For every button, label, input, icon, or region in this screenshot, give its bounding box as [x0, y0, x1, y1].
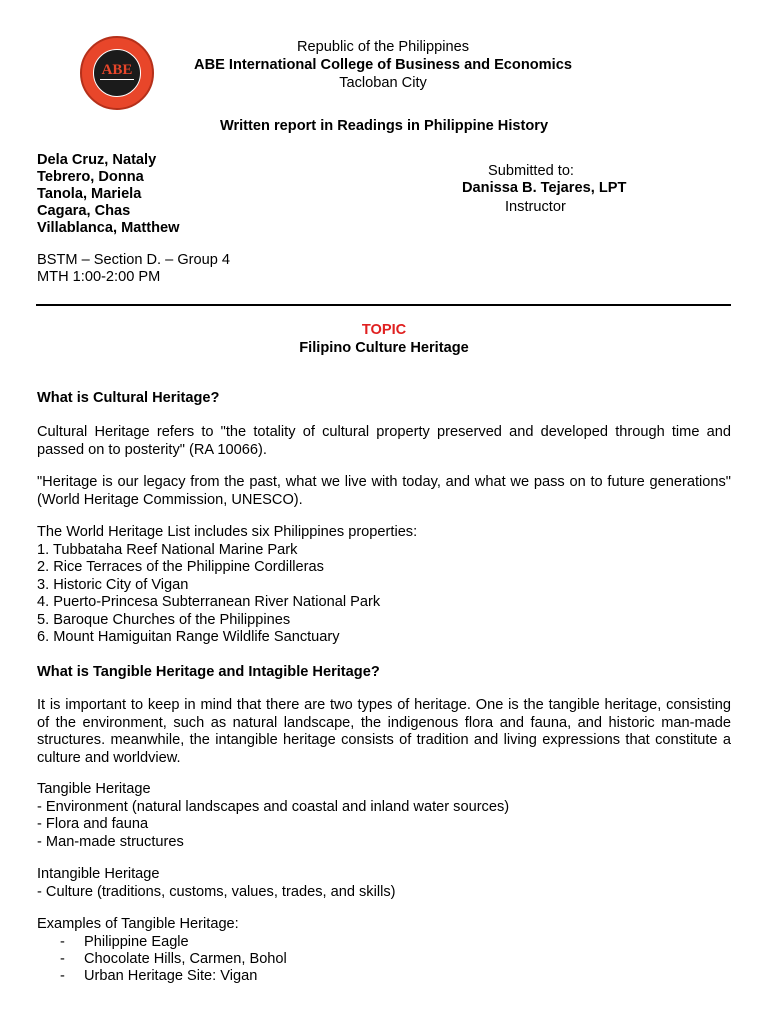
list-item: 1. Tubbataha Reef National Marine Park: [37, 541, 298, 558]
header-divider: [36, 304, 731, 306]
topic-title: Filipino Culture Heritage: [299, 340, 469, 356]
list-item: 4. Puerto-Princesa Subterranean River National Park: [37, 594, 381, 610]
logo-mark: ABE: [101, 62, 133, 78]
tangible-section: [37, 781, 731, 851]
list-item: 5. Baroque Churches of the Philippines: [37, 611, 291, 628]
list-item: 6. Mount Hamiguitan Range Wildlife Sanctuary: [37, 629, 340, 645]
author-name: Cagara, Chas: [37, 203, 131, 219]
tangible-title: Tangible Heritage: [37, 781, 151, 797]
schedule-line: MTH 1:00-2:00 PM: [37, 269, 161, 285]
paragraph-2: "Heritage is our legacy from the past, what we live with today, and what we pass on to future generations" (World Heritage Commission, UNESCO).: [37, 474, 731, 508]
author-name: Dela Cruz, Nataly: [37, 152, 157, 168]
list-item: - Chocolate Hills, Carmen, Bohol: [60, 950, 287, 967]
author-name: Tebrero, Donna: [37, 169, 144, 185]
list-item: - Environment (natural landscapes and coastal and inland water sources): [37, 798, 510, 815]
instructor-role: Instructor: [505, 199, 566, 215]
heritage-list: [37, 524, 731, 647]
list-item: - Philippine Eagle: [60, 933, 189, 950]
list-item: - Flora and fauna: [37, 816, 149, 832]
list-intro: The World Heritage List includes six Philippines properties:: [37, 524, 418, 540]
section-info: [37, 252, 230, 286]
paragraph-3: It is important to keep in mind that there are two types of heritage. One is the tangible heritage, consisting of the environment, such as natural landscape, the indigenous flora and fauna, and historic man-made structures. meanwhile, the intangible heritage consists of tradition and living expressions that constitute a culture and worldview.: [37, 697, 731, 766]
header-college: ABE International College of Business and Economics: [194, 57, 572, 73]
paragraph-1: Cultural Heritage refers to "the totality of cultural property preserved and developed through time and passed on to posterity" (RA 10066).: [37, 424, 731, 458]
examples-title: Examples of Tangible Heritage:: [37, 916, 239, 932]
intangible-section: [37, 866, 731, 901]
report-title: Written report in Readings in Philippine History: [219, 118, 549, 134]
topic-label: TOPIC: [361, 322, 407, 338]
author-name: Tanola, Mariela: [37, 186, 142, 202]
section-line: BSTM – Section D. – Group 4: [37, 252, 231, 268]
question-heading-1: What is Cultural Heritage?: [37, 390, 220, 406]
list-item: - Culture (traditions, customs, values, trades, and skills): [37, 883, 396, 900]
header-city: Tacloban City: [339, 75, 427, 91]
list-item: - Man-made structures: [37, 833, 184, 850]
author-name: Villablanca, Matthew: [37, 220, 180, 236]
intangible-title: Intangible Heritage: [37, 866, 160, 882]
list-item: 2. Rice Terraces of the Philippine Cordilleras: [37, 559, 324, 575]
examples-section: [37, 916, 731, 985]
list-item: 3. Historic City of Vigan: [37, 576, 189, 593]
submitted-label: Submitted to:: [488, 163, 574, 179]
college-logo: [80, 36, 154, 110]
list-item: - Urban Heritage Site: Vigan: [60, 967, 258, 984]
question-heading-2: What is Tangible Heritage and Intagible Heritage?: [37, 664, 380, 680]
header-country: Republic of the Philippines: [297, 39, 469, 55]
author-list: [37, 152, 179, 237]
instructor-name: Danissa B. Tejares, LPT: [462, 180, 627, 196]
